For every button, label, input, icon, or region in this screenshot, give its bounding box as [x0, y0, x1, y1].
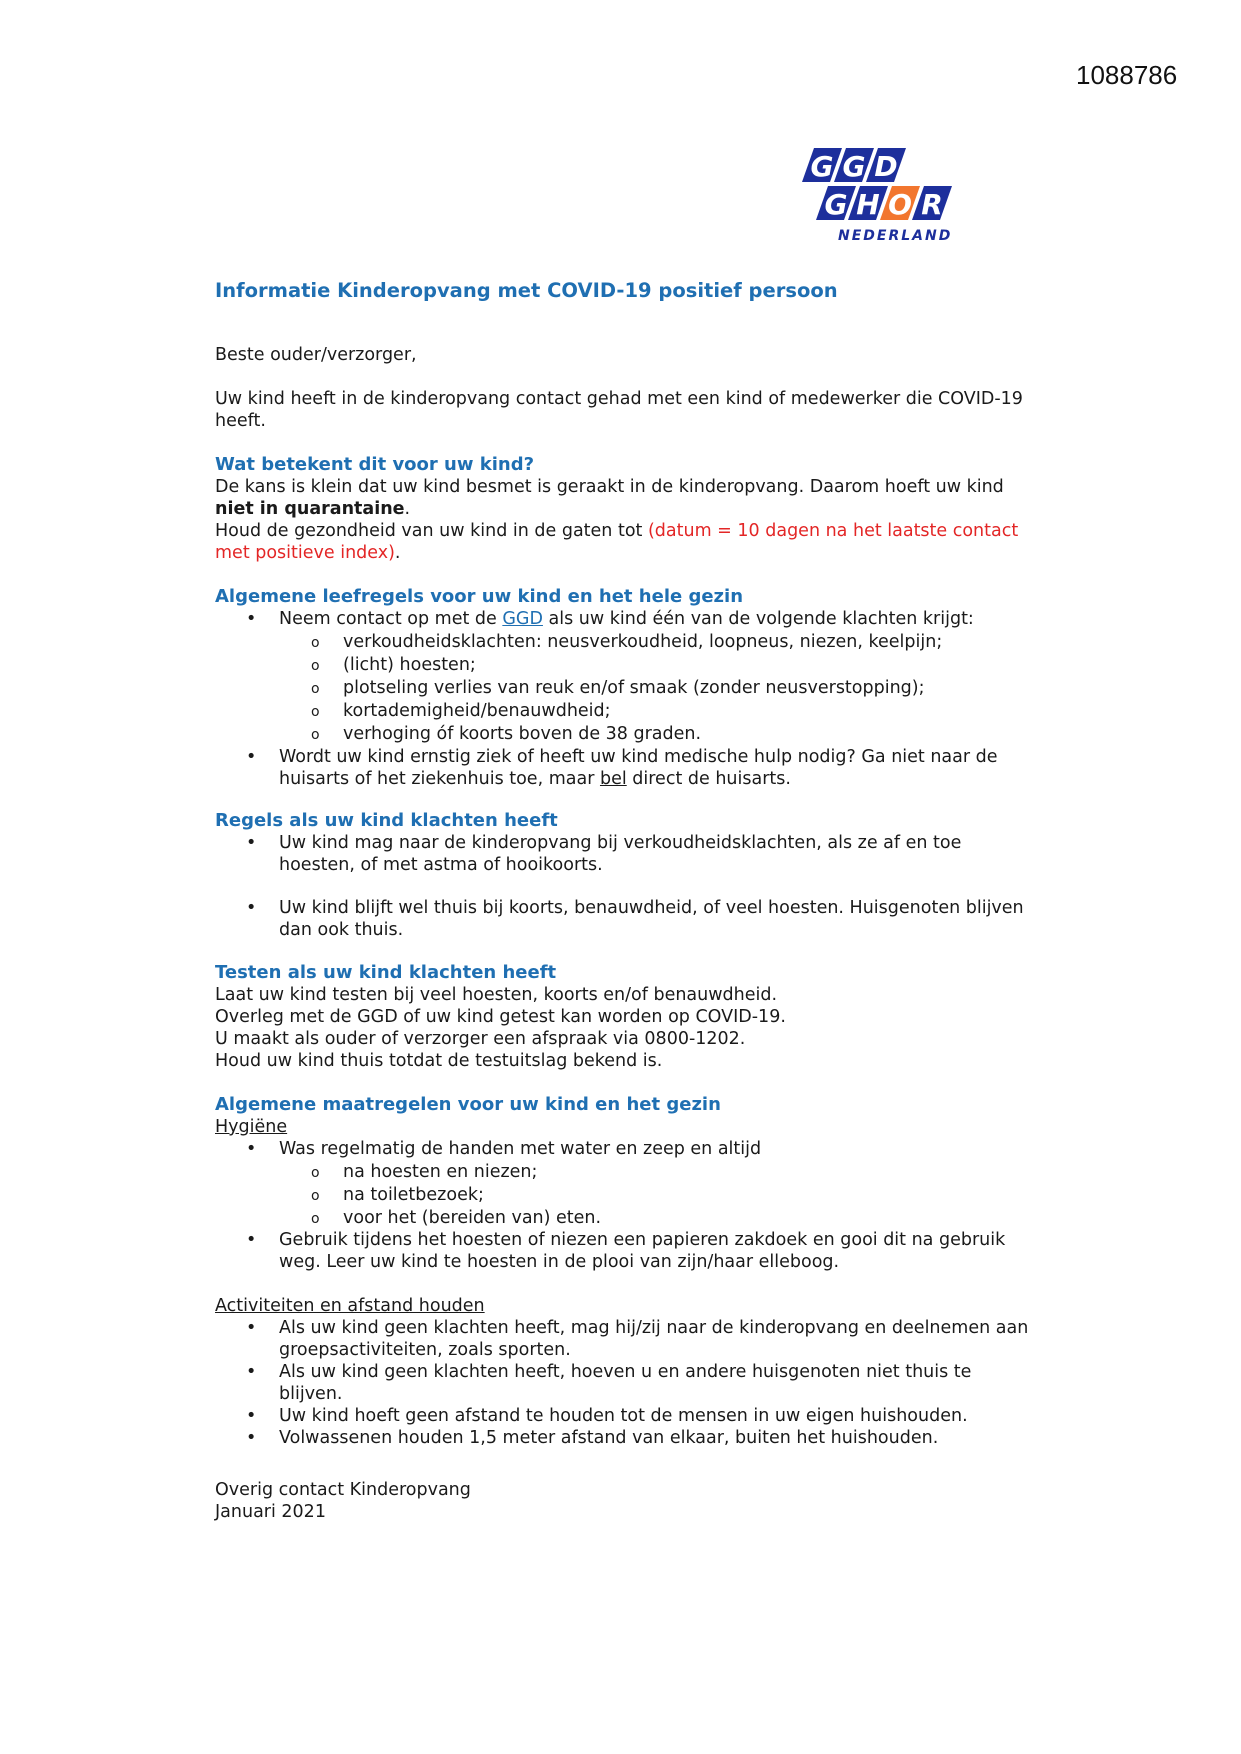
list-item: • Was regelmatig de handen met water en zeep en altijd o na hoesten en niezen; o na toiletbezoek; o voor het (bereiden van) eten. — [215, 1138, 1035, 1229]
hygiene-list — [215, 1138, 1035, 1273]
document-number: 1088786 — [1076, 60, 1178, 90]
activities-list — [215, 1317, 1035, 1449]
ggd-link[interactable]: GGD — [502, 609, 543, 629]
logo-letter-g3: G — [824, 188, 848, 221]
logo-graphic — [800, 148, 980, 248]
list-item: • Uw kind hoeft geen afstand te houden tot de mensen in uw eigen huishouden. — [215, 1405, 1035, 1427]
testing-line: Laat uw kind testen bij veel hoesten, koorts en/of benauwdheid. — [215, 985, 778, 1005]
list-item: • Uw kind mag naar de kinderopvang bij verkoudheidsklachten, als ze af en toe hoesten, of met astma of hooikoorts. — [215, 832, 1035, 876]
document-body — [215, 280, 1035, 1523]
section-heading-testing: Testen als uw kind klachten heeft — [215, 962, 557, 983]
list-item: o na hoesten en niezen; — [279, 1161, 1035, 1183]
list-item: o verhoging óf koorts boven de 38 graden. — [279, 723, 1035, 745]
list-item: • Volwassenen houden 1,5 meter afstand van elkaar, buiten het huishouden. — [215, 1427, 1035, 1449]
logo-letter-r: R — [921, 188, 943, 221]
quarantine-emphasis: niet in quarantaine — [215, 499, 405, 519]
list-item: • Als uw kind geen klachten heeft, hoeven u en andere huisgenoten niet thuis te blijven. — [215, 1361, 1035, 1405]
logo-letter-g2: G — [842, 150, 866, 183]
list-item: • Wordt uw kind ernstig ziek of heeft uw kind medische hulp nodig? Ga niet naar de huisarts of het ziekenhuis toe, maar bel direct de huisarts. — [215, 746, 1035, 790]
symptoms-list — [279, 631, 1035, 745]
handwash-moments-list — [279, 1161, 1035, 1229]
logo-letter-o: O — [888, 188, 912, 221]
section-meaning-paragraph1: De kans is klein dat uw kind besmet is geraakt in de kinderopvang. Daarom hoeft uw kind niet in quarantaine. — [215, 477, 1004, 519]
section-heading-symptom-rules: Regels als uw kind klachten heeft — [215, 810, 558, 831]
hygiene-label: Hygiëne — [215, 1117, 288, 1137]
list-item: • Als uw kind geen klachten heeft, mag hij/zij naar de kinderopvang en deelnemen aan groepsactiviteiten, zoals sporten. — [215, 1317, 1035, 1361]
list-item: o kortademigheid/benauwdheid; — [279, 700, 1035, 722]
section-heading-general-rules: Algemene leefregels voor uw kind en het hele gezin — [215, 586, 744, 607]
greeting: Beste ouder/verzorger, — [215, 345, 417, 365]
footer-contact: Overig contact Kinderopvang — [215, 1480, 471, 1500]
intro-text: Uw kind heeft in de kinderopvang contact gehad met een kind of medewerker die COVID-19 heeft. — [215, 389, 1023, 431]
list-item: o plotseling verlies van reuk en/of smaak (zonder neusverstopping); — [279, 677, 1035, 699]
list-item: o na toiletbezoek; — [279, 1184, 1035, 1206]
testing-line: Overleg met de GGD of uw kind getest kan worden op COVID-19. — [215, 1007, 786, 1027]
general-rules-list — [215, 608, 1035, 790]
list-item: • Gebruik tijdens het hoesten of niezen een papieren zakdoek en gooi dit na gebruik weg. Leer uw kind te hoesten in de plooi van zijn/haar elleboog. — [215, 1229, 1035, 1273]
list-item: • Neem contact op met de GGD als uw kind één van de volgende klachten krijgt: o verkoudheidsklachten: neusverkoudheid, loopneus, niezen, keelpijn; o (licht) hoesten; o plotseling verlies van reuk en/of smaak (zonder neusverstopping); o kortademigheid/benauwdheid; o verhoging óf koorts boven de 38 graden. — [215, 608, 1035, 745]
section-heading-meaning: Wat betekent dit voor uw kind? — [215, 454, 535, 475]
activities-label: Activiteiten en afstand houden — [215, 1296, 485, 1316]
logo-letter-d: D — [874, 150, 898, 183]
footer-date: Januari 2021 — [215, 1502, 326, 1522]
date-placeholder: (datum = 10 dagen na het laatste contact met positieve index) — [215, 521, 1019, 563]
testing-line: Houd uw kind thuis totdat de testuitslag bekend is. — [215, 1051, 663, 1071]
logo-letter-h: H — [856, 188, 880, 221]
section-meaning-paragraph2: Houd de gezondheid van uw kind in de gaten tot (datum = 10 dagen na het laatste contact met positieve index). — [215, 521, 1019, 563]
list-item: o (licht) hoesten; — [279, 654, 1035, 676]
symptom-rules-list — [215, 832, 1035, 941]
list-item: o voor het (bereiden van) eten. — [279, 1207, 1035, 1229]
ggd-ghor-logo — [800, 148, 980, 248]
testing-line: U maakt als ouder of verzorger een afspraak via 0800-1202. — [215, 1029, 746, 1049]
logo-letter-g1: G — [810, 150, 834, 183]
list-item: • Uw kind blijft wel thuis bij koorts, benauwdheid, of veel hoesten. Huisgenoten blijven dan ook thuis. — [215, 897, 1035, 941]
section-heading-measures: Algemene maatregelen voor uw kind en het gezin — [215, 1094, 721, 1115]
page-title: Informatie Kinderopvang met COVID-19 positief persoon — [215, 279, 838, 302]
list-item: o verkoudheidsklachten: neusverkoudheid, loopneus, niezen, keelpijn; — [279, 631, 1035, 653]
logo-subtitle: NEDERLAND — [838, 228, 953, 244]
